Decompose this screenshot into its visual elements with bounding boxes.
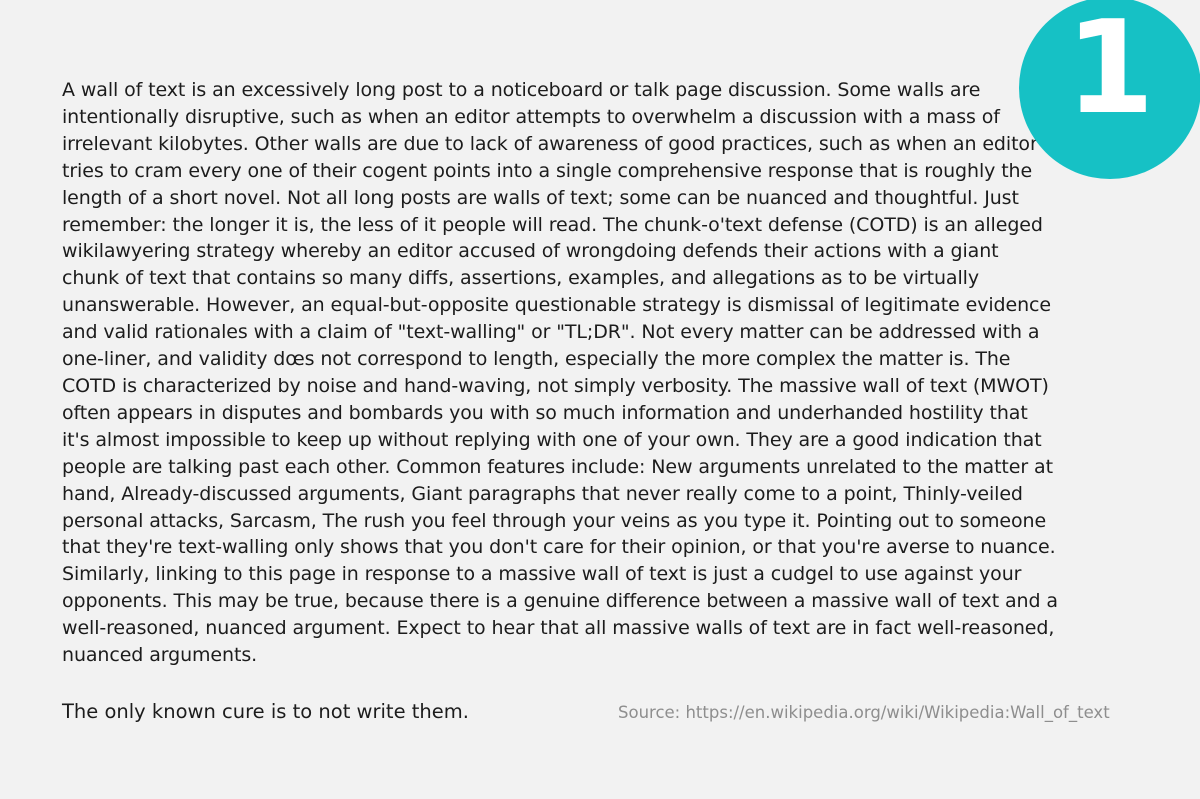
paragraph-line: intentionally disruptive, such as when an editor attempts to overwhelm a discussion with a mass of xyxy=(62,105,1000,128)
paragraph-line: wikilawyering strategy whereby an editor accused of wrongdoing defends their actions with a giant xyxy=(62,240,999,263)
paragraph-line: and valid rationales with a claim of "text-walling" or "TL;DR". Not every matter can be addressed with a xyxy=(62,321,1040,344)
paragraph-line: that they're text-walling only shows that you don't care for their opinion, or that you're averse to nuance. xyxy=(62,536,1056,559)
paragraph-line: well-reasoned, nuanced argument. Expect to hear that all massive walls of text are in fact well-reasoned, xyxy=(62,617,1055,640)
paragraph-line: nuanced arguments. xyxy=(62,644,258,667)
paragraph-line: COTD is characterized by noise and hand-waving, not simply verbosity. The massive wall of text (MWOT) xyxy=(62,374,1049,397)
paragraph-line: Similarly, linking to this page in response to a massive wall of text is just a cudgel to use against your xyxy=(62,563,1022,586)
source-citation: Source: https://en.wikipedia.org/wiki/Wikipedia:Wall_of_text xyxy=(618,703,1110,722)
paragraph-line: one-liner, and validity dœs not correspond to length, especially the more complex the matter is. The xyxy=(62,348,1011,371)
wall-of-text-paragraph xyxy=(62,77,1147,669)
badge-number: 1 xyxy=(1065,0,1155,143)
paragraph-line: often appears in disputes and bombards you with so much information and underhanded hostility that xyxy=(62,401,1028,424)
paragraph-line: A wall of text is an excessively long post to a noticeboard or talk page discussion. Some walls are xyxy=(62,79,981,101)
paragraph-line: chunk of text that contains so many diffs, assertions, examples, and allegations as to be virtually xyxy=(62,267,979,290)
paragraph-line: it's almost impossible to keep up without replying with one of your own. They are a good indication that xyxy=(62,428,1042,451)
paragraph-line: personal attacks, Sarcasm, The rush you feel through your veins as you type it. Pointing out to someone xyxy=(62,509,1047,532)
paragraph-line: unanswerable. However, an equal-but-opposite questionable strategy is dismissal of legitimate evidence xyxy=(62,294,1051,317)
paragraph-line: opponents. This may be true, because there is a genuine difference between a massive wall of text and a xyxy=(62,590,1058,613)
paragraph-line: length of a short novel. Not all long posts are walls of text; some can be nuanced and thoughtful. Just xyxy=(62,186,1019,209)
paragraph-line: hand, Already-discussed arguments, Giant paragraphs that never really come to a point, Thinly-veiled xyxy=(62,482,1023,505)
number-badge xyxy=(1019,0,1200,179)
paragraph-line: remember: the longer it is, the less of it people will read. The chunk-o'text defense (COTD) is an alleged xyxy=(62,213,1043,236)
paragraph-line: people are talking past each other. Common features include: New arguments unrelated to the matter at xyxy=(62,455,1053,478)
closing-line: The only known cure is to not write them. xyxy=(62,700,469,723)
paragraph-line: tries to cram every one of their cogent points into a single comprehensive response that is roughly the xyxy=(62,159,1033,182)
paragraph-line: irrelevant kilobytes. Other walls are due to lack of awareness of good practices, such as when an editor xyxy=(62,132,1038,155)
